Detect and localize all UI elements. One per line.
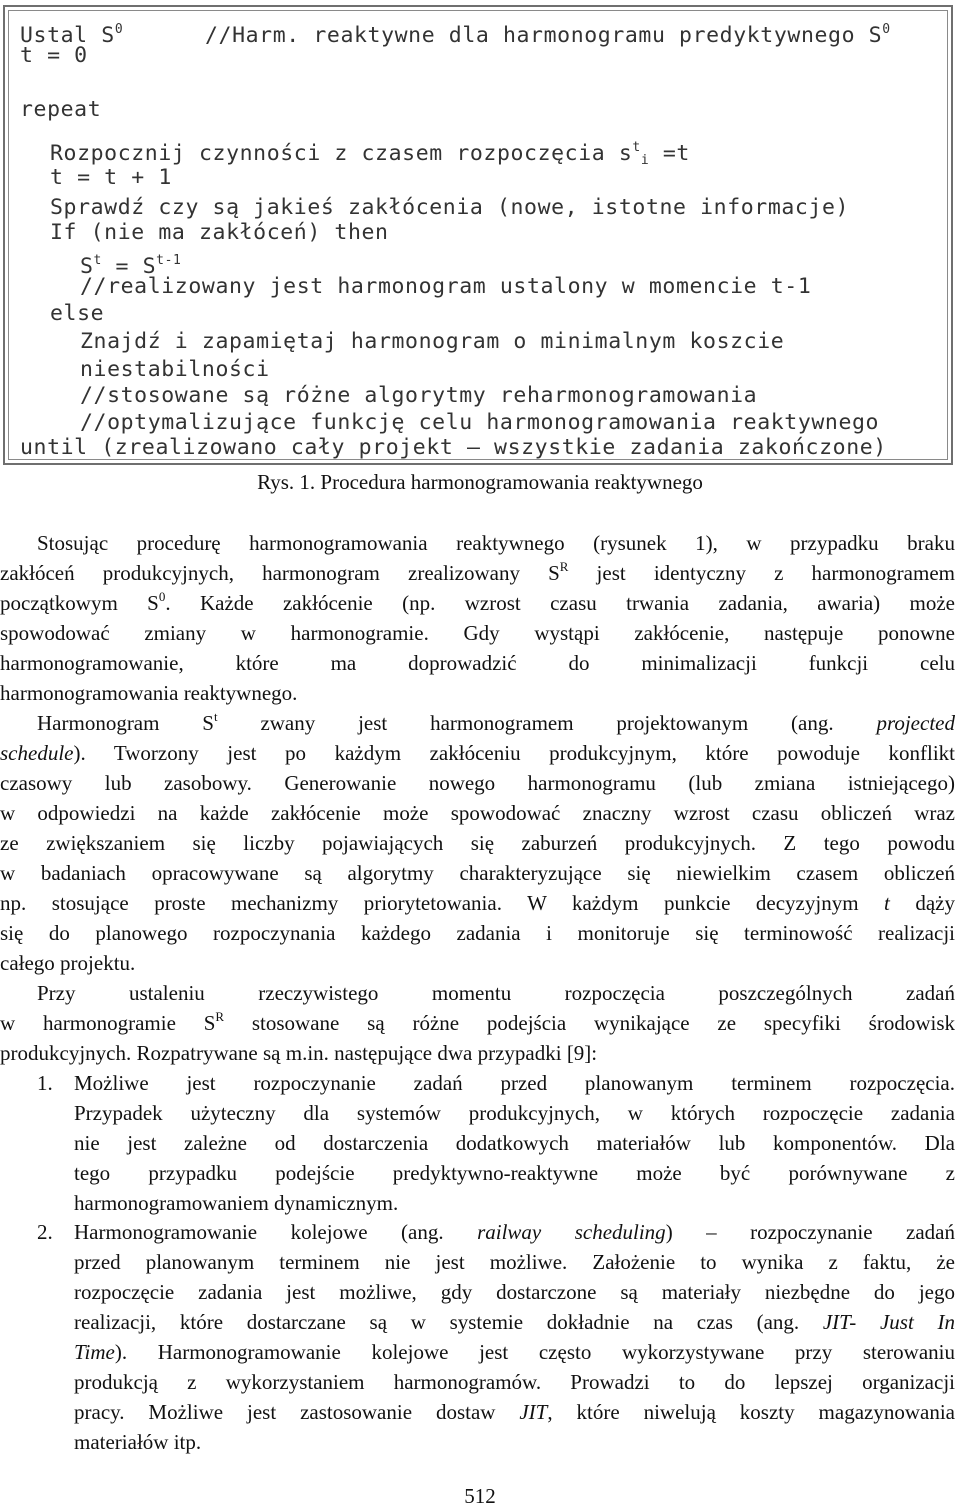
code-line: Rozpocznij czynności z czasem rozpoczęcia $s^t_i =t$ <box>50 140 690 168</box>
paragraph-line: Przy ustaleniu rzeczywistego momentu rozpoczęcia poszczególnych zadań <box>37 981 955 1005</box>
paragraph-line: spowodować zmiany w harmonogramie. Gdy wystąpi zakłócenie, następuje ponowne <box>0 621 955 645</box>
list-number: 1. <box>37 1071 53 1095</box>
code-line: t = t + 1 <box>50 165 172 190</box>
paragraph-line: się do planowego rozpoczynania każdego zadania i monitoruje się terminowość realizacji <box>0 921 955 945</box>
page-number: 512 <box>464 1484 496 1508</box>
paragraph-line: początkowym $S^0$. Każde zakłócenie (np. wzrost czasu trwania zadania, awaria) może <box>0 589 955 615</box>
code-line: niestabilności <box>80 357 270 382</box>
list-item-line: realizacji, które dostarczane są w systemie dokładnie na czas (ang. JIT- Just In <box>74 1310 955 1334</box>
code-line: //realizowany jest harmonogram ustalony w momencie t-1 <box>80 274 812 299</box>
list-item-line: pracy. Możliwe jest zastosowanie dostaw JIT, które niwelują koszty magazynowania <box>74 1400 955 1424</box>
list-item-line: harmonogramowaniem dynamicznym. <box>74 1191 399 1215</box>
code-line: Ustal $S^0$ <box>20 22 124 48</box>
paragraph-line: ze zwiększaniem się liczby pojawiających się zaburzeń produkcyjnych. Z tego powodu <box>0 831 955 855</box>
paragraph-line: całego projektu. <box>0 951 136 975</box>
code-comment: //Harm. reaktywne dla harmonogramu predyktywnego $S^0$ <box>205 22 891 48</box>
list-item-line: Harmonogramowanie kolejowe (ang. railway scheduling) – rozpoczynanie zadań <box>74 1220 955 1244</box>
paragraph-line: schedule). Tworzony jest po każdym zakłóceniu produkcyjnym, które powoduje konflikt <box>0 741 955 765</box>
paragraph-line: harmonogramowania reaktywnego. <box>0 681 298 705</box>
code-line: //optymalizujące funkcję celu harmonogramowania reaktywnego <box>80 410 880 435</box>
code-line: until (zrealizowano cały projekt – wszystkie zadania zakończone) <box>20 435 887 460</box>
paragraph-line: w odpowiedzi na każde zakłócenie może spowodować znaczny wzrost czasu obliczeń wraz <box>0 801 955 825</box>
code-line: //stosowane są różne algorytmy reharmonogramowania <box>80 383 758 408</box>
list-item-line: tego przypadku podejście predyktywno-reaktywne może być porównywane z <box>74 1161 955 1185</box>
list-item-line: produkcją z wykorzystaniem harmonogramów. Prowadzi to do lepszej organizacji <box>74 1370 955 1394</box>
paragraph-line: w harmonogramie $S^R$ stosowane są różne podejścia wynikające ze specyfiki środowisk <box>0 1009 955 1035</box>
paragraph-line: np. stosujące proste mechanizmy priorytetowania. W każdym punkcie decyzyjnym t dąży <box>0 891 955 915</box>
paragraph-line: produkcyjnych. Rozpatrywane są m.in. następujące dwa przypadki [9]: <box>0 1041 598 1065</box>
paragraph-line: czasowy lub zasobowy. Generowanie nowego harmonogramu (lub zmiana istniejącego) <box>0 771 955 795</box>
list-item-line: rozpoczęcie zadania jest możliwe, gdy dostarczone są materiały niezbędne do jego <box>74 1280 955 1304</box>
list-item-line: Przypadek użyteczny dla systemów produkcyjnych, w których rozpoczęcie zadania <box>74 1101 955 1125</box>
list-item-line: nie jest zależne od dostarczenia dodatkowych materiałów lub komponentów. Dla <box>74 1131 955 1155</box>
paragraph-line: zakłóceń produkcyjnych, harmonogram zrealizowany $S^R$ jest identyczny z harmonogramem <box>0 559 955 585</box>
code-line: If (nie ma zakłóceń) then <box>50 220 389 245</box>
list-item-line: Możliwe jest rozpoczynanie zadań przed planowanym terminem rozpoczęcia. <box>74 1071 955 1095</box>
paragraph-line: w badaniach opracowywane są algorytmy charakteryzujące się niewielkim czasem obliczeń <box>0 861 955 885</box>
code-line: else <box>50 301 105 326</box>
code-line: $S^t = S^{t-1}$ <box>80 253 182 279</box>
code-line: Znajdź i zapamiętaj harmonogram o minimalnym koszcie <box>80 329 785 354</box>
paragraph-line: harmonogramowanie, które ma doprowadzić do minimalizacji funkcji celu <box>0 651 955 675</box>
paragraph-line: Stosując procedurę harmonogramowania reaktywnego (rysunek 1), w przypadku braku <box>37 531 955 555</box>
code-line: Sprawdź czy są jakieś zakłócenia (nowe, istotne informacje) <box>50 195 850 220</box>
list-number: 2. <box>37 1220 53 1244</box>
list-item-line: materiałów itp. <box>74 1430 202 1454</box>
list-item-line: przed planowanym terminem nie jest możliwe. Założenie to wynika z faktu, że <box>74 1250 955 1274</box>
code-line: repeat <box>20 97 102 122</box>
list-item-line: Time). Harmonogramowanie kolejowe jest często wykorzystywane przy sterowaniu <box>74 1340 955 1364</box>
figure-caption: Rys. 1. Procedura harmonogramowania reaktywnego <box>257 470 703 494</box>
paragraph-line: Harmonogram $S^t$ zwany jest harmonogramem projektowanym (ang. projected <box>37 709 955 735</box>
code-line: t = 0 <box>20 43 88 68</box>
